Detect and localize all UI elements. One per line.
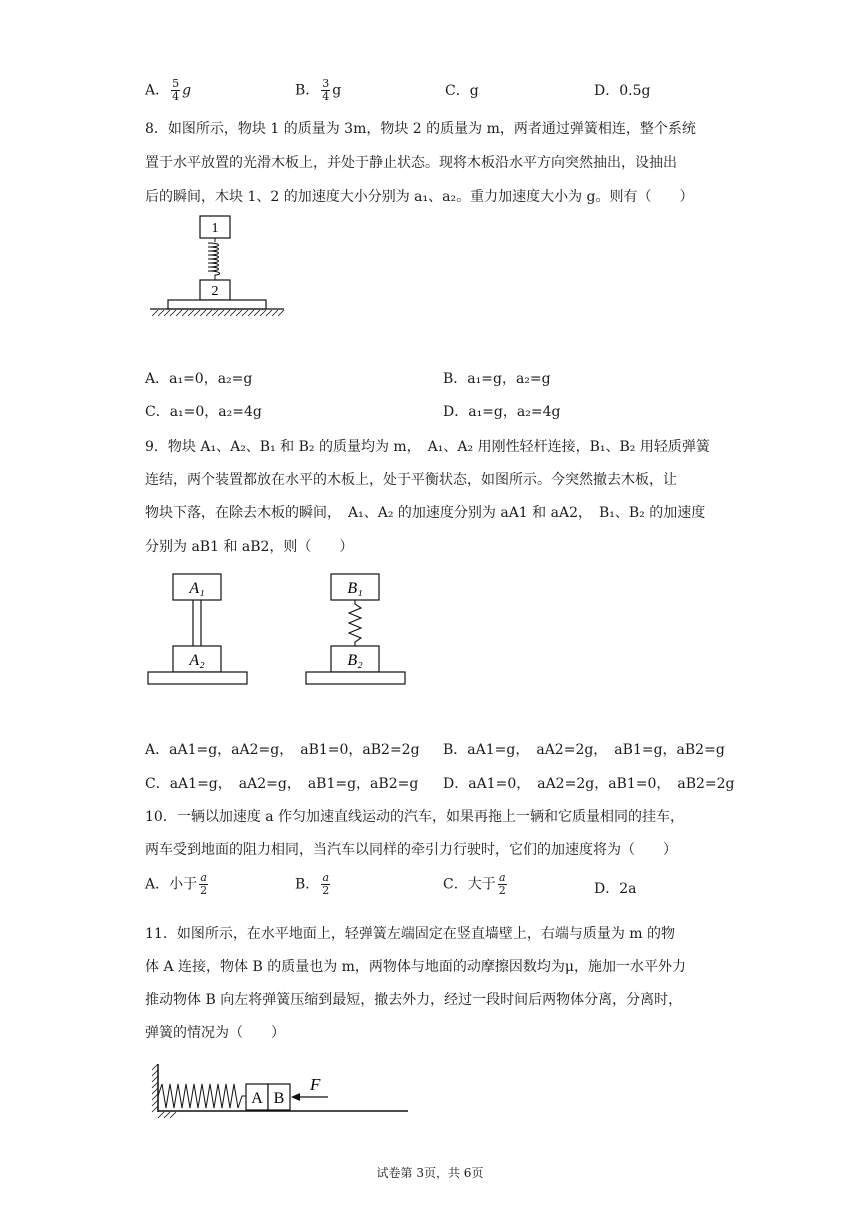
q11-force-arrow-head (291, 1093, 300, 1101)
fraction-denominator: 4 (172, 90, 180, 103)
q10-option-a-prefix: A．小于 (145, 876, 198, 893)
q10-option-b (295, 872, 332, 897)
q7-option-b-unit: g (332, 82, 342, 99)
q10-option-c-prefix: C．大于 (443, 876, 496, 893)
q9-board-left (148, 672, 247, 684)
q8-option-c: C．a₁=0，a₂=4g (145, 404, 262, 420)
q9-option-c: C．aA1=g， aA2=g， aB1=g，aB2=g (145, 776, 419, 792)
q8-option-d: D．a₁=g，a₂=4g (443, 404, 561, 420)
fraction-numerator: a (200, 871, 207, 884)
q9-line-1: 9．物块 A₁、A₂、B₁ 和 B₂ 的质量均为 m， A₁、A₂ 用刚性轻杆连接，B₁、B₂ 用轻质弹簧 (145, 439, 710, 455)
fraction-numerator: a (498, 871, 506, 884)
q7-option-a-letter: A． (145, 82, 170, 99)
q8-line-1: 8．如图所示，物块 1 的质量为 3m，物块 2 的质量为 m，两者通过弹簧相连，整个系统 (145, 121, 696, 137)
q7-option-a-fraction (171, 78, 180, 103)
fraction-numerator: 3 (322, 77, 330, 90)
q7-option-c: C．g (445, 83, 479, 99)
q8-line-3: 后的瞬间，木块 1、2 的加速度大小分别为 a₁、a₂。重力加速度大小为 g。则有（ ） (145, 189, 694, 205)
fraction-denominator: 2 (322, 884, 330, 897)
q9-block-b1-label: B₁ (347, 580, 363, 597)
q7-option-b (295, 78, 341, 103)
q8-ground-hatch (152, 310, 284, 316)
q11-line-4: 弹簧的情况为（ ） (145, 1025, 285, 1041)
q8-board (168, 300, 266, 309)
q9-line-3: 物块下落，在除去木板的瞬间， A₁、A₂ 的加速度分别为 aA1 和 aA2， B₁、B₂ 的加速度 (145, 505, 706, 521)
q9-option-b: B．aA1=g， aA2=2g， aB1=g，aB2=g (443, 742, 725, 758)
q10-option-b-prefix: B． (295, 876, 320, 893)
q8-option-b: B．a₁=g，a₂=g (443, 371, 551, 387)
q11-ground-hatch (158, 1112, 176, 1118)
q7-option-b-fraction (321, 78, 330, 103)
q10-option-c (443, 872, 509, 897)
q10-option-d: D．2a (594, 881, 637, 897)
q11-line-2: 体 A 连接，物体 B 的质量也为 m，两物体与地面的动摩擦因数均为μ，施加一水平外力 (145, 959, 687, 975)
q8-block-2-label: 2 (211, 284, 219, 299)
fraction-denominator: 2 (498, 884, 506, 897)
q9-block-a2-label: A₂ (189, 652, 205, 669)
q10-option-a (145, 872, 210, 897)
q8-option-a: A．a₁=0，a₂=g (145, 371, 253, 387)
q11-force-label: F (310, 1075, 321, 1094)
q11-spring (158, 1084, 246, 1108)
fraction-denominator: 4 (322, 90, 330, 103)
q7-option-b-letter: B． (295, 82, 320, 99)
q8-spring (208, 238, 220, 280)
q10-option-a-fraction (199, 872, 208, 897)
q9-rod-and-spring-figure (145, 570, 410, 690)
q7-option-d: D．0.5g (594, 83, 651, 99)
q8-line-2: 置于水平放置的光滑木板上，并处于静止状态。现将木板沿水平方向突然抽出，设抽出 (145, 155, 677, 171)
q11-wall-hatch (152, 1064, 158, 1112)
q10-line-2: 两车受到地面的阻力相同，当汽车以同样的牵引力行驶时，它们的加速度将为（ ） (145, 842, 677, 858)
q11-line-1: 11．如图所示，在水平地面上，轻弹簧左端固定在竖直墙壁上，右端与质量为 m 的物 (145, 926, 675, 942)
q9-block-a1-label: A₁ (189, 580, 205, 597)
q9-spring (349, 600, 361, 646)
q11-line-3: 推动物体 B 向左将弹簧压缩到最短，撤去外力，经过一段时间后两物体分离，分离时， (145, 992, 683, 1008)
page-footer: 试卷第 3页，共 6页 (376, 1166, 484, 1180)
q11-wall-spring-figure (148, 1060, 413, 1122)
q11-block-a-label: A (251, 1090, 263, 1107)
fraction-numerator: 5 (172, 77, 180, 90)
q9-line-4: 分别为 aB1 和 aB2，则（ ） (145, 539, 354, 555)
q9-block-b2-label: B₂ (347, 652, 363, 669)
q7-option-a (145, 78, 191, 103)
q9-board-right (306, 672, 405, 684)
q10-option-c-fraction (498, 872, 507, 897)
fraction-denominator: 2 (200, 884, 208, 897)
q9-option-d: D．aA1=0， aA2=2g，aB1=0， aB2=2g (443, 776, 735, 792)
q8-spring-blocks-figure (148, 212, 288, 322)
q9-option-a: A．aA1=g，aA2=g， aB1=0，aB2=2g (145, 742, 420, 758)
fraction-numerator: a (322, 871, 330, 884)
q9-line-2: 连结，两个装置都放在水平的木板上，处于平衡状态，如图所示。今突然撤去木板，让 (145, 472, 677, 488)
q10-line-1: 10．一辆以加速度 a 作匀加速直线运动的汽车，如果再拖上一辆和它质量相同的挂车， (145, 809, 685, 825)
q8-block-1-label: 1 (211, 221, 219, 236)
q10-option-b-fraction (321, 872, 330, 897)
q11-block-b-label: B (273, 1090, 285, 1107)
q7-option-a-unit: g (182, 82, 192, 99)
